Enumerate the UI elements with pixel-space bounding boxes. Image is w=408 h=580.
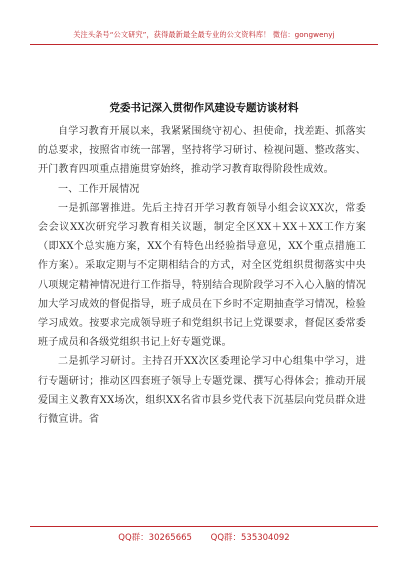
footer-qq-group-2: QQ群：535304092 <box>210 533 290 543</box>
header-divider <box>30 44 378 45</box>
footer <box>0 531 408 543</box>
document-body <box>38 122 366 429</box>
document-title: 党委书记深入贯彻作风建设专题访谈材料 <box>109 102 299 114</box>
paragraph-intro: 自学习教育开展以来，我紧紧围绕守初心、担使命，找差距、抓落实的总要求，按照省市统一部署，坚持将学习研讨、检视问题、整改落实、开门教育四项重点措施贯穿始终，推动学习教育取得阶段性成效。 <box>38 126 366 176</box>
paragraph-study: 二是抓学习研讨。主持召开XX次区委理论学习中心组集中学习，进行专题研讨；推动区四套班子领导上专题党课、撰写心得体会；推动开展爱国主义教育XX场次，组织XX名省市县乡党代表下沉基层向党员群众进行微宣讲。省 <box>38 356 366 426</box>
footer-divider <box>30 526 378 527</box>
paragraph-deployment: 一是抓部署推进。先后主持召开学习教育领导小组会议XX次，常委会会议XX次研究学习教育相关议题，制定全区XX＋XX＋XX工作方案（即XX个总实施方案，XX个有特色出经验指导意见，XX个重点措施工作方案）。采取定期与不定期相结合的方式，对全区党组织贯彻落实中央八项规定精神情况进行工作指导，特别结合现阶段学习不入心入脑的情况加大学习成效的督促指导，班子成员在下乡时不定期抽查学习情况，检验学习成效。按要求完成领导班子和党组织书记上党课要求，督促区委常委班子成员和各级党组织书记上好专题党课。 <box>38 202 366 349</box>
footer-qq-group-1: QQ群：30265665 <box>118 533 192 543</box>
header-banner: 关注头条号“公文研究”，获得最新最全最专业的公文资料库！ 微信：gongwenyj <box>73 30 335 39</box>
section-heading: 一、工作开展情况 <box>58 183 140 195</box>
